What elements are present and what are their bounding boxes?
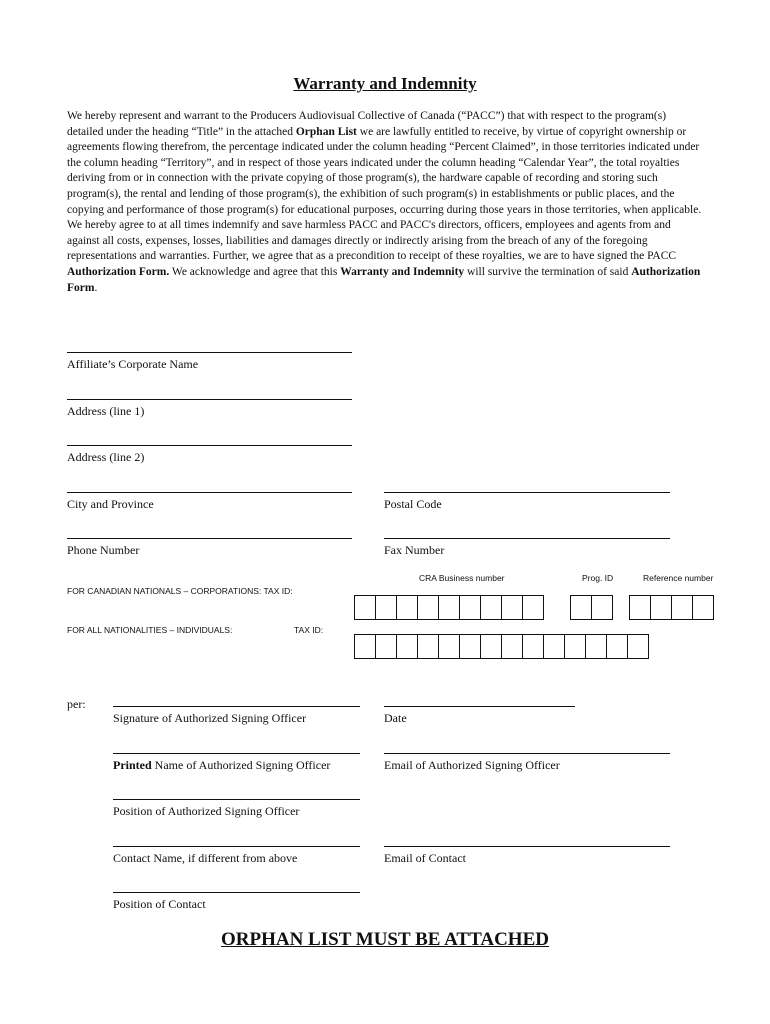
digit-box[interactable] xyxy=(501,634,523,659)
corporate-name-label: Affiliate’s Corporate Name xyxy=(67,357,199,371)
reference-number-boxes xyxy=(629,595,713,620)
paragraph-bold-orphan-list: Orphan List xyxy=(295,125,357,138)
paragraph-text: . xyxy=(94,281,98,294)
digit-box[interactable] xyxy=(627,634,649,659)
document-title: Warranty and Indemnity xyxy=(293,74,477,93)
digit-box[interactable] xyxy=(438,634,460,659)
digit-box[interactable] xyxy=(591,595,613,620)
phone-label: Phone Number xyxy=(67,543,140,557)
canadian-tax-label: FOR CANADIAN NATIONALS – CORPORATIONS: TAX ID: xyxy=(67,586,293,596)
paragraph-bold-authorization-form: Authorization Form. xyxy=(67,265,170,278)
printed-name-line[interactable] xyxy=(113,753,360,754)
orphan-list-notice: ORPHAN LIST MUST BE ATTACHED xyxy=(220,929,549,950)
email-contact-line[interactable] xyxy=(384,846,670,847)
postal-label: Postal Code xyxy=(384,497,442,511)
digit-box[interactable] xyxy=(459,634,481,659)
digit-box[interactable] xyxy=(522,595,544,620)
fax-line[interactable] xyxy=(384,538,670,539)
paragraph-bold-authorization-form-2: Authorization Form xyxy=(67,265,701,294)
digit-box[interactable] xyxy=(354,634,376,659)
warranty-paragraph xyxy=(67,109,703,296)
reference-number-header: Reference number xyxy=(643,573,714,583)
printed-rest: Name of Authorized Signing Officer xyxy=(151,758,331,772)
prog-id-boxes xyxy=(570,595,612,620)
postal-line[interactable] xyxy=(384,492,670,493)
cra-business-number-header: CRA Business number xyxy=(419,573,505,583)
contact-name-label: Contact Name, if different from above xyxy=(113,851,298,865)
city-label: City and Province xyxy=(67,497,154,511)
per-label: per: xyxy=(67,697,86,711)
digit-box[interactable] xyxy=(543,634,565,659)
digit-box[interactable] xyxy=(375,634,397,659)
digit-box[interactable] xyxy=(585,634,607,659)
paragraph-text: We hereby represent and warrant to the Producers Audiovisual Collective of Canada (“PACC”) that with respect to the program(s) detailed under the heading “Title” in the attached xyxy=(67,110,667,138)
address2-label: Address (line 2) xyxy=(67,450,145,464)
digit-box[interactable] xyxy=(459,595,481,620)
address1-label: Address (line 1) xyxy=(67,404,145,418)
address1-line[interactable] xyxy=(67,399,352,400)
digit-box[interactable] xyxy=(692,595,714,620)
position-contact-label: Position of Contact xyxy=(113,897,206,911)
digit-box[interactable] xyxy=(375,595,397,620)
digit-box[interactable] xyxy=(671,595,693,620)
date-label: Date xyxy=(384,711,407,725)
digit-box[interactable] xyxy=(629,595,651,620)
digit-box[interactable] xyxy=(570,595,592,620)
paragraph-text: will survive the termination of said xyxy=(464,265,632,278)
individual-tax-id-boxes xyxy=(354,634,648,659)
digit-box[interactable] xyxy=(417,595,439,620)
cra-business-number-boxes xyxy=(354,595,543,620)
digit-box[interactable] xyxy=(396,595,418,620)
position-officer-label: Position of Authorized Signing Officer xyxy=(113,804,300,818)
email-officer-line[interactable] xyxy=(384,753,670,754)
address2-line[interactable] xyxy=(67,445,352,446)
digit-box[interactable] xyxy=(417,634,439,659)
paragraph-text: we are lawfully entitled to receive, by virtue of copyright ownership or agreements flowing therefrom, the percentage indicated under the column heading “Percent Claimed”, in those territories indicated under the column heading “Territory”, and in respect of those years indicated under the column heading “Calendar Year”, the total royalties deriving from or in connection with the private copying of those program(s), the hardware capable of recording and storing such program(s), the rental and lending of those program(s), the exhibition of such program(s) in establishments or public places, and the copying and performance of those program(s) for educational purposes, occurring during those years in those territories, when applicable. We hereby agree to at all times indemnify and save harmless PACC and PACC's directors, officers, employees and agents from and against all costs, expenses, losses, liabilities and damages directly or indirectly arising from the breach of any of the foregoing representations and warranties. Further, we agree that as a precondition to receipt of these royalties, we are to have signed the PACC xyxy=(67,125,702,263)
individual-tax-id-label: TAX ID: xyxy=(294,625,324,635)
paragraph-text: We acknowledge and agree that this xyxy=(169,265,341,278)
printed-bold: Printed xyxy=(113,758,152,772)
corporate-name-line[interactable] xyxy=(67,352,352,353)
digit-box[interactable] xyxy=(480,595,502,620)
position-contact-line[interactable] xyxy=(113,892,360,893)
signature-line[interactable] xyxy=(113,706,360,707)
fax-label: Fax Number xyxy=(384,543,445,557)
digit-box[interactable] xyxy=(354,595,376,620)
digit-box[interactable] xyxy=(564,634,586,659)
digit-box[interactable] xyxy=(650,595,672,620)
date-line[interactable] xyxy=(384,706,575,707)
digit-box[interactable] xyxy=(438,595,460,620)
contact-name-line[interactable] xyxy=(113,846,360,847)
individual-tax-label: FOR ALL NATIONALITIES – INDIVIDUALS: xyxy=(67,625,233,635)
city-line[interactable] xyxy=(67,492,352,493)
signature-label: Signature of Authorized Signing Officer xyxy=(113,711,307,725)
email-contact-label: Email of Contact xyxy=(384,851,466,865)
printed-name-label xyxy=(113,758,330,773)
digit-box[interactable] xyxy=(480,634,502,659)
digit-box[interactable] xyxy=(501,595,523,620)
email-officer-label: Email of Authorized Signing Officer xyxy=(384,758,560,772)
paragraph-bold-warranty: Warranty and Indemnity xyxy=(340,265,465,278)
phone-line[interactable] xyxy=(67,538,352,539)
digit-box[interactable] xyxy=(396,634,418,659)
digit-box[interactable] xyxy=(522,634,544,659)
position-officer-line[interactable] xyxy=(113,799,360,800)
digit-box[interactable] xyxy=(606,634,628,659)
prog-id-header: Prog. ID xyxy=(582,573,614,583)
